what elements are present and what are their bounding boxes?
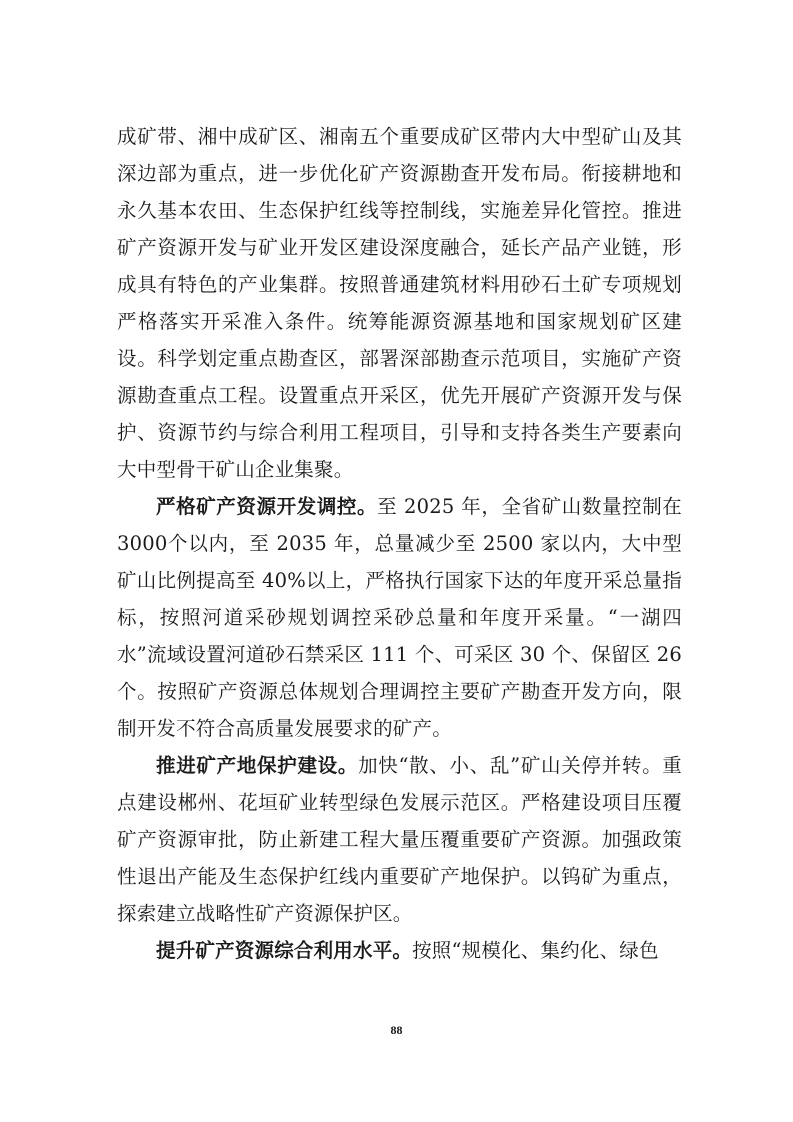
- paragraph-2: [117, 488, 682, 747]
- page-number: 88: [390, 1023, 403, 1037]
- paragraph-1: [117, 118, 682, 488]
- body-text: [117, 118, 682, 969]
- paragraph-3: [117, 747, 682, 932]
- paragraph-4: [117, 932, 682, 969]
- paragraph-4-heading: 提升矿产资源综合利用水平。: [156, 939, 413, 962]
- paragraph-2-text: 至 2025 年，全省矿山数量控制在 3000个以内，至 2035 年，总量减少至 2500 家以内，大中型矿山比例提高至 40%以上，严格执行国家下达的年度开采总量指标，按照河道采砂规划调控采砂总量和年度开采量。“一湖四水”流域设置河道砂石禁采区 111 个、可采区 30 个、保留区 26 个。按照矿产资源总体规划合理调控主要矿产勘查开发方向，限制开发不符合高质量发展要求的矿产。: [117, 495, 683, 740]
- paragraph-1-text: 成矿带、湘中成矿区、湘南五个重要成矿区带内大中型矿山及其深边部为重点，进一步优化矿产资源勘查开发布局。衔接耕地和永久基本农田、生态保护红线等控制线，实施差异化管控。推进矿产资源开发与矿业开发区建设深度融合，延长产品产业链，形成具有特色的产业集群。按照普通建筑材料用砂石土矿专项规划严格落实开采准入条件。统筹能源资源基地和国家规划矿区建设。科学划定重点勘查区，部署深部勘查示范项目，实施矿产资源勘查重点工程。设置重点开采区，优先开展矿产资源开发与保护、资源节约与综合利用工程项目，引导和支持各类生产要素向大中型骨干矿山企业集聚。: [117, 125, 682, 481]
- paragraph-4-text: 按照“规模化、集约化、绿色: [412, 939, 659, 962]
- paragraph-2-heading: 严格矿产资源开发调控。: [156, 495, 378, 518]
- paragraph-3-heading: 推进矿产地保护建设。: [156, 754, 359, 777]
- paragraph-3-text: 加快“散、小、乱”矿山关停并转。重点建设郴州、花垣矿业转型绿色发展示范区。严格建设项目压覆矿产资源审批，防止新建工程大量压覆重要矿产资源。加强政策性退出产能及生态保护红线内重要矿产地保护。以钨矿为重点，探索建立战略性矿产资源保护区。: [117, 754, 682, 925]
